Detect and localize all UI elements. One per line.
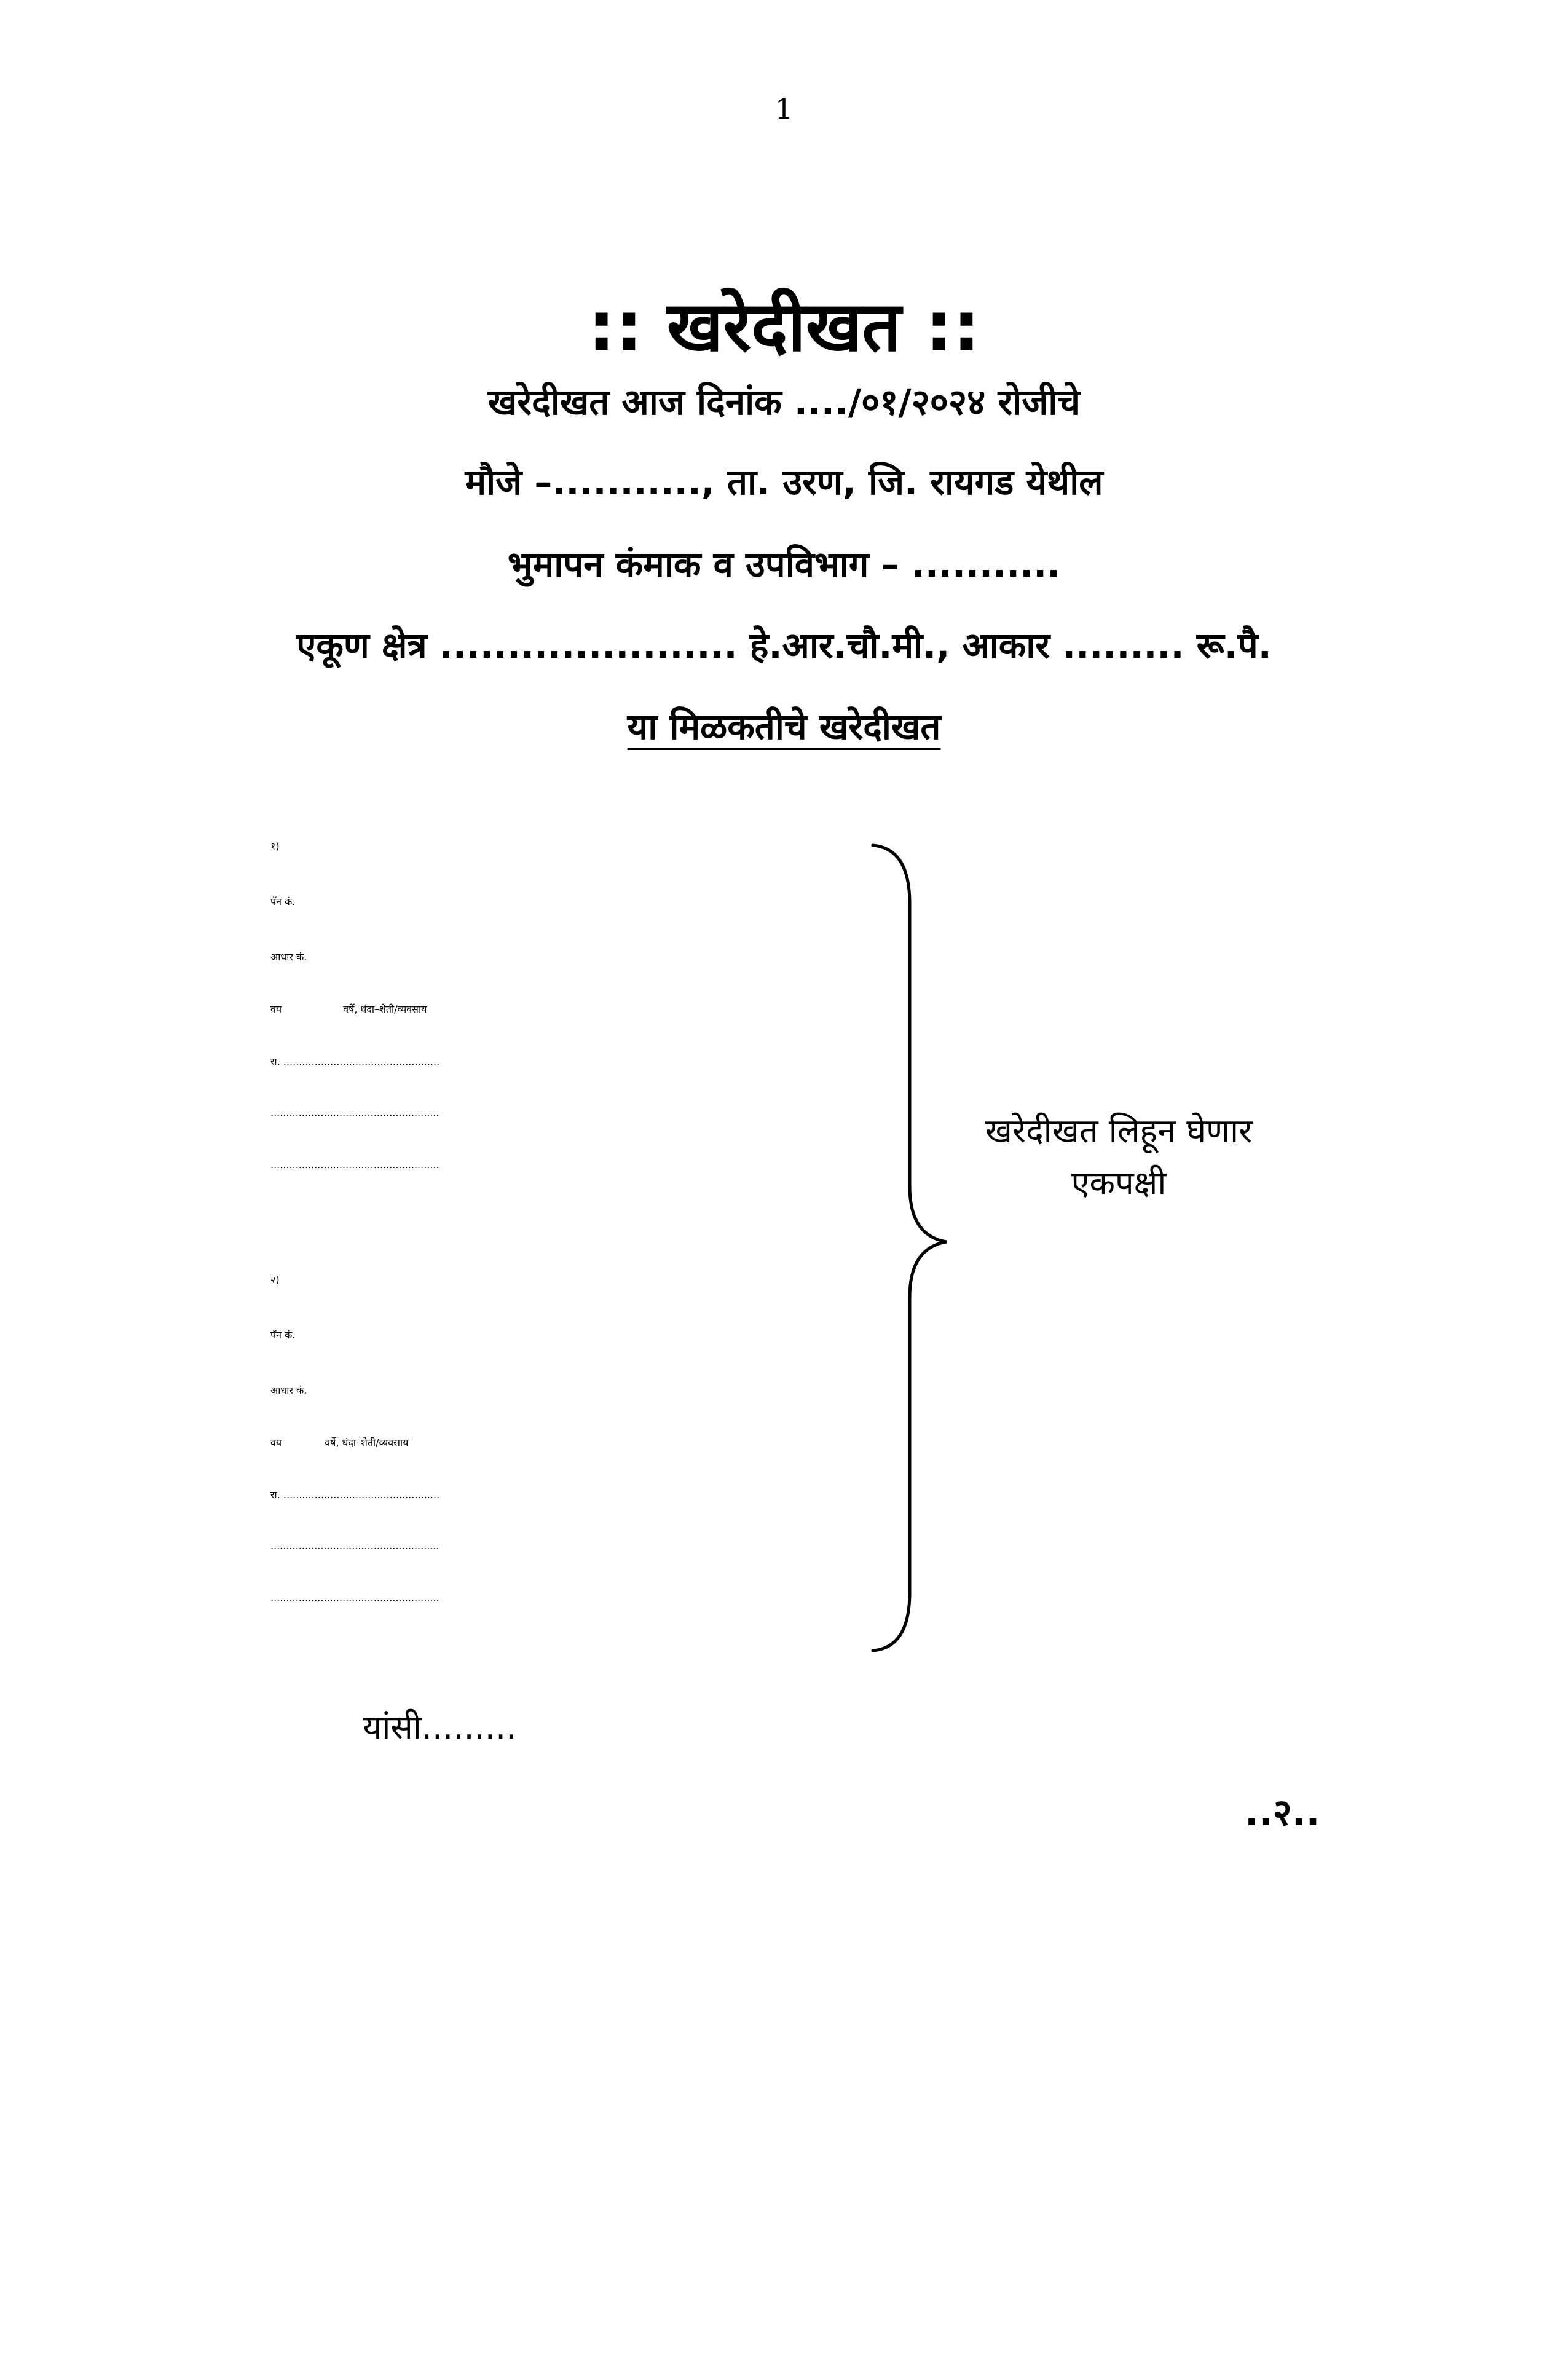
closing-text: यांसी......... <box>363 1708 517 1747</box>
party-1-aadhar: आधार कं. <box>270 951 307 963</box>
party-2-aadhar: आधार कं. <box>270 1384 307 1396</box>
header-line-date: खरेदीखत आज दिनांक ..../०१/२०२४ रोजीचे <box>487 381 1081 423</box>
party-2-number: २) <box>270 1274 280 1285</box>
party-2-age <box>270 1435 408 1449</box>
party-1-occupation: वर्षे, धंदा–शेती/व्यवसाय <box>343 1003 427 1015</box>
party-2-age-label: वय <box>270 1437 282 1448</box>
document-subtitle <box>0 701 1568 749</box>
buyer-label-line-2: एकपक्षी <box>1071 1164 1167 1202</box>
party-1-age <box>270 1002 427 1016</box>
party-1-pan: पॅन कं. <box>270 896 296 907</box>
header-line-area: एकूण क्षेत्र ...................... हे.आर.चौ.मी., आकार ......... रू.पै. <box>296 625 1272 666</box>
brace-stroke <box>873 845 947 1651</box>
party-1-number: १) <box>270 840 280 852</box>
party-1-address: रा. .................................................. <box>270 1056 440 1067</box>
party-2-address: रा. .................................................. <box>270 1489 440 1501</box>
party-1-age-label: वय <box>270 1003 282 1015</box>
party-2-occupation: वर्षे, धंदा–शेती/व्यवसाय <box>325 1437 409 1448</box>
party-2-address-line-3: ...................................................... <box>270 1592 439 1604</box>
buyer-label-line-1: खरेदीखत लिहून घेणार <box>985 1111 1253 1150</box>
right-curly-brace <box>861 842 959 1654</box>
party-2-address-line-2: ...................................................... <box>270 1540 439 1552</box>
subtitle-text: या मिळकतीचे खरेदीखत <box>627 706 941 748</box>
party-1-address-line-2: ...................................................... <box>270 1107 439 1118</box>
next-page-marker: ..२.. <box>1245 1791 1320 1834</box>
header-line-survey: भुमापन कंमाक व उपविभाग – ........... <box>507 543 1061 585</box>
party-2-pan: पॅन कं. <box>270 1329 296 1341</box>
party-1-address-line-3: ...................................................... <box>270 1159 439 1171</box>
page-number: 1 <box>774 92 794 125</box>
document-title: :: खरेदीखत :: <box>588 287 980 367</box>
header-line-village: मौजे –..........., ता. उरण, जि. रायगड येथील <box>465 461 1103 503</box>
